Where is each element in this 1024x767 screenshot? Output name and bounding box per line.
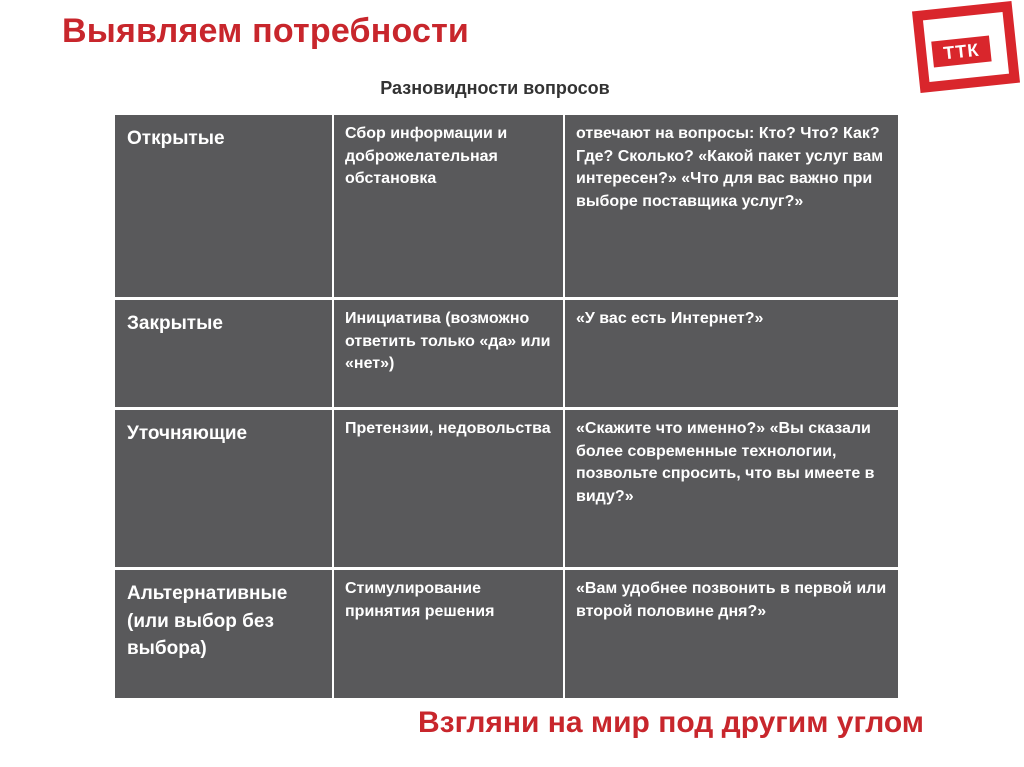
table-cell-example: «Скажите что именно?» «Вы сказали более современные технологии, позвольте спросить, что вы имеете в виду?»: [565, 410, 898, 570]
table-cell-type: Открытые: [115, 115, 334, 300]
table-cell-purpose: Стимулирование принятия решения: [334, 570, 565, 698]
question-types-table: [115, 115, 898, 698]
table-cell-type: Закрытые: [115, 300, 334, 410]
table-cell-example: отвечают на вопросы: Кто? Что? Как? Где? Сколько? «Какой пакет услуг вам интересен?» «Что для вас важно при выборе поставщика услуг?»: [565, 115, 898, 300]
table-cell-purpose: Инициатива (возможно ответить только «да» или «нет»): [334, 300, 565, 410]
footer-slogan: Взгляни на мир под другим углом: [418, 706, 924, 739]
slide-title: Выявляем потребности: [62, 12, 470, 50]
table-cell-purpose: Претензии, недовольства: [334, 410, 565, 570]
table-cell-type: Альтернативные (или выбор без выбора): [115, 570, 334, 698]
table-cell-example: «У вас есть Интернет?»: [565, 300, 898, 410]
table-cell-example: «Вам удобнее позвонить в первой или второй половине дня?»: [565, 570, 898, 698]
table-caption: Разновидности вопросов: [380, 78, 610, 98]
logo-text: ТТК: [931, 36, 991, 68]
table-cell-type: Уточняющие: [115, 410, 334, 570]
table-cell-purpose: Сбор информации и доброжелательная обстановка: [334, 115, 565, 300]
